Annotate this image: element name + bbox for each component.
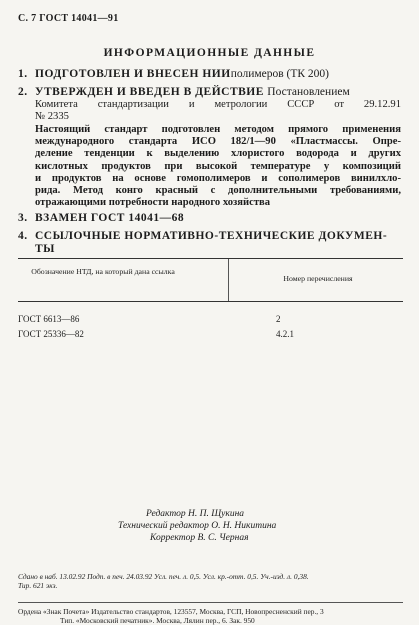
publisher-info: [18, 607, 408, 625]
section-4-heading-end: ТЫ: [35, 243, 55, 255]
publication-line: Сдано в наб. 13.02.92 Подп. в печ. 24.03.92 Усл. печ. л. 0,5. Усл. кр.-отт. 0,5. Уч.-изд. л. 0,38.: [18, 572, 309, 581]
reference-table: [18, 258, 403, 342]
decree-line: № 2335: [35, 111, 69, 123]
table-row: [18, 312, 403, 327]
section-2-number: 2.: [18, 86, 28, 98]
table-header: [18, 258, 403, 302]
paragraph-line: деление тенденции к выделению хлористого водорода и других: [35, 148, 401, 160]
table-row: [18, 327, 403, 342]
divider: [18, 602, 403, 603]
cell-item-number: 2: [276, 314, 281, 324]
section-1: [18, 68, 329, 80]
page-header: С. 7 ГОСТ 14041—91: [18, 13, 119, 24]
section-3-number: 3.: [18, 212, 28, 224]
section-4-continued: [35, 243, 55, 255]
section-2-paragraph: [35, 124, 401, 209]
paragraph-line: и продуктов на основе гомополимеров и сополимеров винилхло-: [35, 172, 401, 184]
section-1-number: 1.: [18, 68, 28, 80]
section-1-heading: ПОДГОТОВЛЕН И ВНЕСЕН НИИ: [35, 68, 231, 80]
section-4-heading: ССЫЛОЧНЫЕ НОРМАТИВНО-ТЕХНИЧЕСКИЕ ДОКУМЕН-: [35, 230, 388, 242]
section-3: [18, 212, 184, 224]
editor-credit: Редактор Н. П. Щукина: [146, 509, 245, 519]
printer-line: Тип. «Московский печатник». Москва, Лялин пер., 6. Зак. 950: [60, 616, 255, 625]
decree-line: Комитета стандартизации и метрологии СССР от 29.12.91: [35, 99, 401, 110]
publisher-line: Ордена «Знак Почета» Издательство стандартов, 123557, Москва, ГСП, Новопресненский пер., 3: [18, 607, 324, 616]
section-2-decree: [35, 99, 401, 123]
section-3-heading: ВЗАМЕН ГОСТ 14041—68: [35, 212, 185, 224]
cell-document: ГОСТ 6613—86: [18, 314, 80, 324]
column-header-document: Обозначение НТД, на который дана ссылка: [31, 267, 175, 276]
section-4-number: 4.: [18, 230, 28, 242]
column-header-item-number: Номер перечисления: [283, 274, 353, 283]
section-2-heading-rest: Постановлением: [267, 86, 350, 98]
section-2: [18, 86, 350, 98]
paragraph-line: рида. Метод конго красный с дополнительными требованиями,: [35, 185, 401, 197]
corrector-credit: Корректор В. С. Черная: [150, 533, 249, 543]
paragraph-line: Настоящий стандарт подготовлен методом прямого применения: [35, 124, 401, 135]
cell-item-number: 4.2.1: [276, 329, 294, 339]
section-1-heading-rest: полимеров (ТК 200): [230, 68, 330, 80]
tech-editor-credit: Технический редактор О. Н. Никитина: [118, 521, 277, 531]
cell-document: ГОСТ 25336—82: [18, 329, 84, 339]
paragraph-line: кислотных продуктов при высокой температуре у композиций: [35, 160, 401, 172]
paragraph-line: международного стандарта ИСО 182/1—90 «Пластмассы. Опре-: [35, 136, 401, 148]
paragraph-line: отражающими потребности народного хозяйства: [35, 197, 271, 209]
column-divider: [228, 259, 229, 301]
publication-info: [18, 572, 403, 590]
section-2-heading: УТВЕРЖДЕН И ВВЕДЕН В ДЕЙСТВИЕ: [35, 86, 264, 98]
publication-line: Тир. 621 экз.: [18, 581, 58, 591]
section-4: [18, 230, 387, 242]
document-title: ИНФОРМАЦИОННЫЕ ДАННЫЕ: [103, 47, 316, 59]
